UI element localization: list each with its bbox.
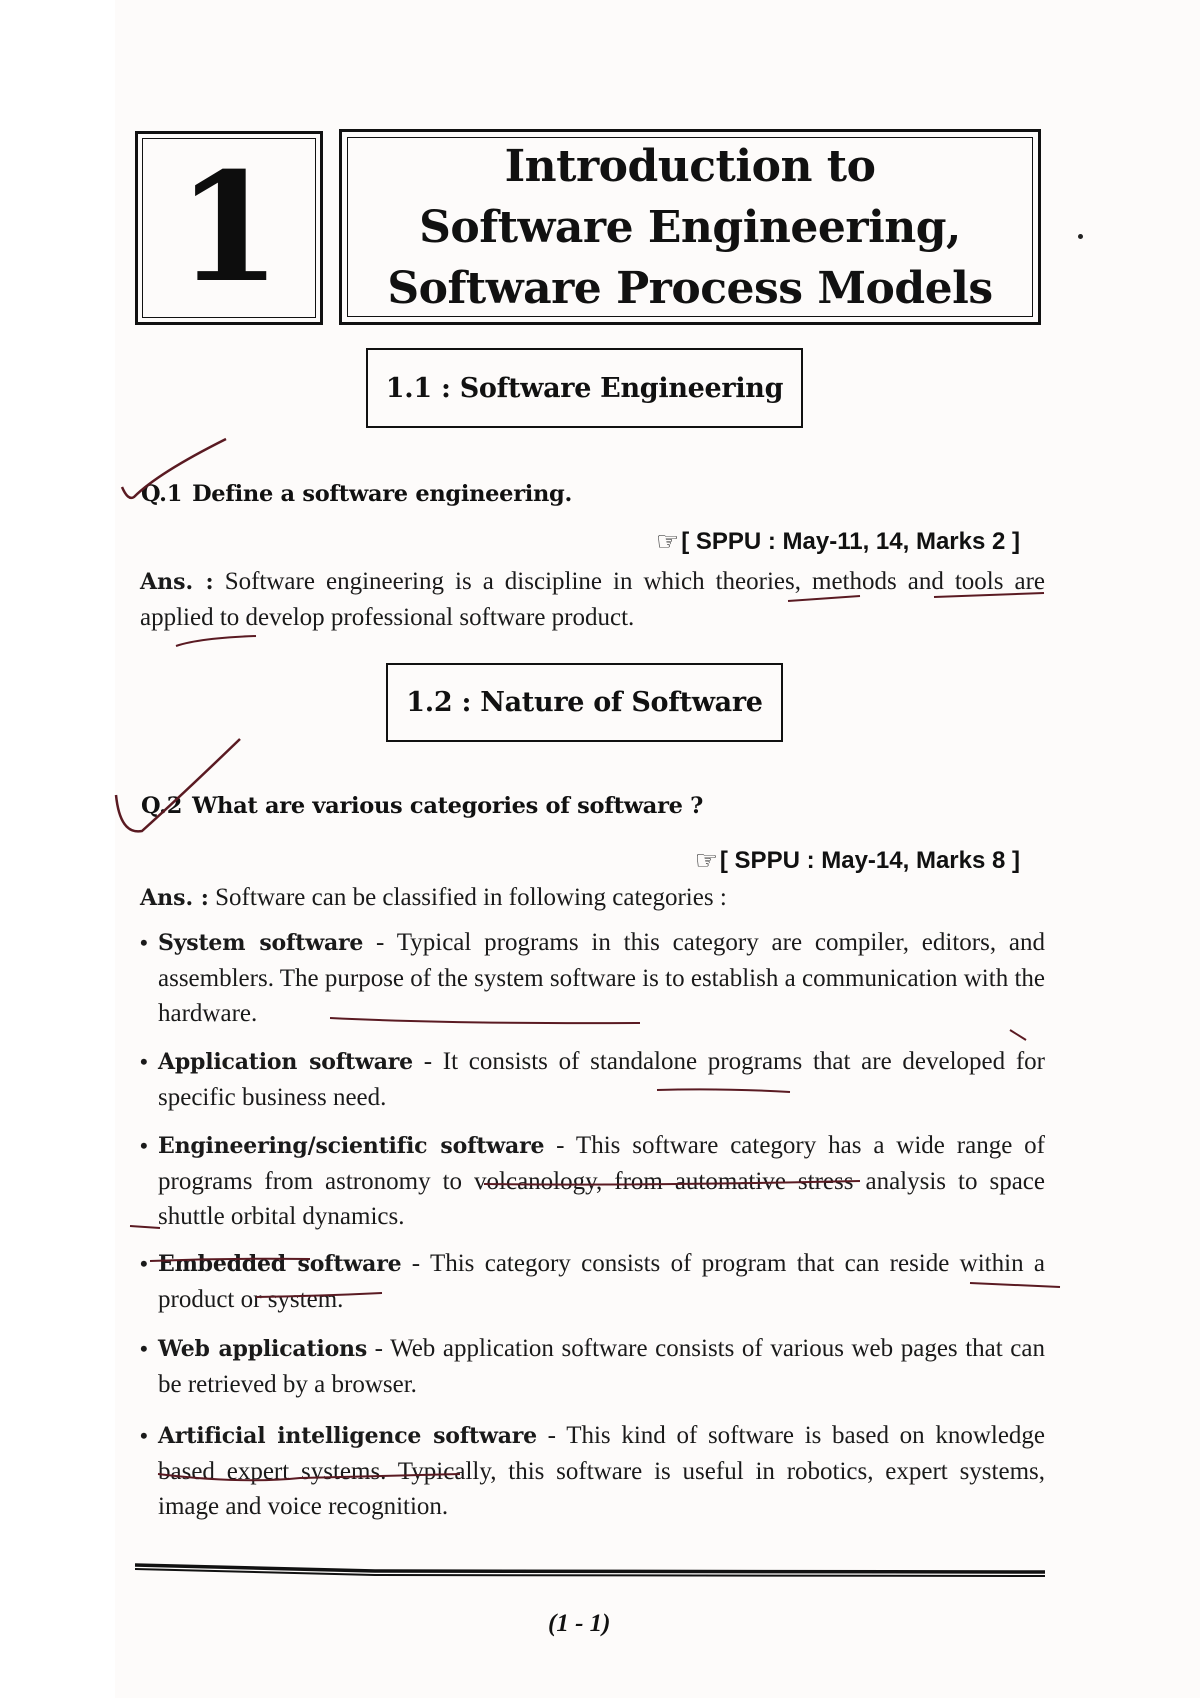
list-item-text: Web application software consists of various web pages that can be retrieved by a browser. [158, 1335, 1046, 1398]
list-item: • Artificial intelligence software - This kind of software is based on knowledge based expert systems. Typically, this software is useful in robotics, expert systems, image and voice recognition. [140, 1418, 1045, 1524]
list-item-term: System software [158, 930, 364, 956]
pointing-hand-icon: ☞ [655, 526, 680, 556]
question-text: Define a software engineering. [192, 481, 573, 507]
section-heading-text: 1.1 : Software Engineering [385, 372, 784, 404]
exam-reference-1 [656, 526, 1020, 557]
section-heading-1-2 [386, 663, 783, 742]
list-item-term: Artificial intelligence software [158, 1423, 537, 1449]
list-item-text: This software category has a wide range of programs from astronomy to volcanology, from automative stress analysis to space shuttle orbital dynamics. [158, 1132, 1046, 1230]
exam-reference-2 [695, 845, 1020, 876]
list-item-term: Application software [158, 1049, 413, 1075]
answer-2-intro [140, 880, 1045, 916]
chapter-title-line-1: Introduction to [504, 140, 876, 192]
section-heading-text: 1.2 : Nature of Software [406, 687, 763, 718]
answer-label: Ans. : [140, 569, 214, 595]
bullet-icon: • [140, 1049, 148, 1074]
bullet-icon: • [140, 1423, 148, 1448]
list-item-term: Engineering/scientific software [158, 1133, 545, 1159]
chapter-title-line-3: Software Process Models [387, 262, 993, 314]
list-item: • Application software - It consists of standalone programs that are developed for specific business need. [140, 1044, 1045, 1115]
answer-text: Software can be classified in following categories : [215, 884, 727, 911]
chapter-number: 1 [176, 140, 282, 316]
list-item-text: It consists of standalone programs that are developed for specific business need. [158, 1048, 1045, 1111]
chapter-title-box [339, 129, 1041, 325]
pointing-hand-icon: ☞ [694, 845, 718, 875]
chapter-number-box [135, 131, 323, 325]
bullet-icon: • [140, 1251, 148, 1276]
question-1 [141, 481, 572, 507]
exam-reference-text: [ SPPU : May-11, 14, Marks 2 ] [681, 527, 1020, 555]
list-item: • System software - Typical programs in this category are compiler, editors, and assemblers. The purpose of the system software is to establish a communication with the hardware. [140, 925, 1045, 1031]
answer-label: Ans. : [140, 885, 209, 911]
page-number: (1 - 1) [548, 1610, 611, 1637]
bullet-icon: • [140, 930, 148, 955]
footer-rule [135, 1563, 1045, 1577]
list-item: • Web applications - Web application software consists of various web pages that can be retrieved by a browser. [140, 1331, 1045, 1402]
bullet-icon: • [140, 1336, 148, 1361]
list-item: • Embedded software - This category consists of program that can reside within a product or system. [140, 1246, 1045, 1317]
question-number: Q.2 [141, 793, 183, 819]
question-2 [141, 793, 703, 819]
section-heading-1-1 [366, 348, 803, 428]
question-number: Q.1 [141, 481, 183, 507]
bullet-icon: • [140, 1133, 148, 1158]
list-item-text: This kind of software is based on knowledge based expert systems. Typically, this software is useful in robotics, expert systems, image and voice recognition. [158, 1422, 1046, 1520]
speck [1078, 234, 1083, 239]
answer-text: Software engineering is a discipline in which theories, methods and tools are applied to develop professional software product. [140, 568, 1046, 631]
question-text: What are various categories of software ? [192, 793, 704, 819]
list-item-term: Embedded software [158, 1251, 402, 1277]
list-item-text: Typical programs in this category are compiler, editors, and assemblers. The purpose of the system software is to establish a communication with the hardware. [158, 929, 1046, 1027]
answer-1 [140, 564, 1045, 636]
list-item-term: Web applications [158, 1336, 368, 1362]
exam-reference-text: [ SPPU : May-14, Marks 8 ] [719, 846, 1020, 874]
list-item: • Engineering/scientific software - This software category has a wide range of programs from astronomy to volcanology, from automative stress analysis to space shuttle orbital dynamics. [140, 1128, 1045, 1234]
list-item-text: This category consists of program that can reside within a product or system. [158, 1250, 1045, 1313]
chapter-title-line-2: Software Engineering, [419, 201, 961, 253]
